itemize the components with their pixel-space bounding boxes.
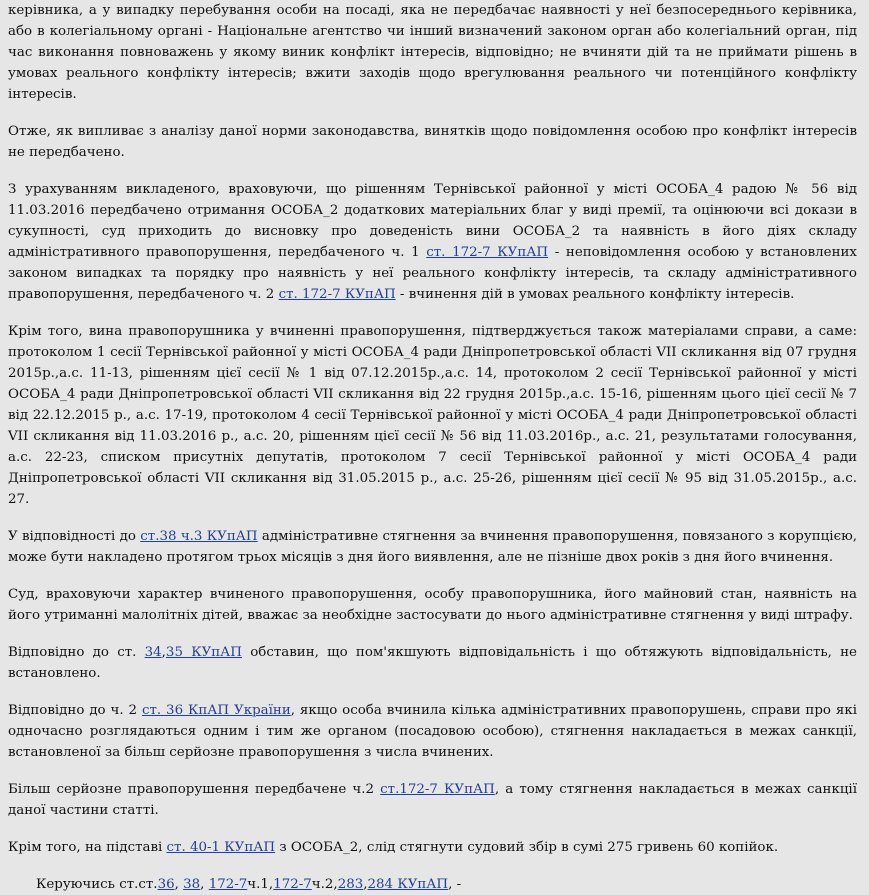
text-segment: У відповідності до <box>8 529 141 544</box>
text-segment: Більш серйозне правопорушення передбачене ч.2 <box>8 782 381 797</box>
paragraph-gap <box>8 684 857 700</box>
text-segment: Крім того, вина правопорушника у вчиненні правопорушення, підтверджується також матеріалами справи, а саме: протоколом 1 сесії Тернівської районної у місті ОСОБА_4 ради Дніпропетровської області VII скликання від 07 грудня 2015р.,а.с. 11-13, рішенням цієї сесії № 1 від 07.12.2015р.,а.с. 14, протоколом 2 сесії Тернівської районної у місті ОСОБА_4 ради Дніпропетровської області VII скликання від 22 грудня 2015р.,а.с. 15-16, рішенням цього цієї сесії № 7 від 22.12.2015 р., а.с. 17-19, протоколом 4 сесії Тернівської районної у місті ОСОБА_4 ради Дніпропетровської області VII скликання від 11.03.2016 р., а.с. 20, рішенням цієї сесії № 56 від 11.03.2016р., а.с. 21, результатами голосування, а.с. 22-23, списком присутніх депутатів, протоколом 7 сесії Тернівської районної у місті ОСОБА_4 ради Дніпропетровської області VII скликання від 31.05.2015 р., а.с. 25-26, рішенням цієї сесії № 95 від 31.05.2015р., а.с. 27. <box>8 324 857 507</box>
text-segment: Керуючись ст.ст. <box>36 877 158 892</box>
paragraph-p7 <box>8 700 857 763</box>
paragraph-gap <box>8 568 857 584</box>
law-link[interactable]: 284 КУпАП <box>367 877 449 892</box>
law-link[interactable]: 36 <box>157 877 175 892</box>
paragraph-gap <box>8 763 857 779</box>
paragraph-p10 <box>8 874 857 895</box>
law-link[interactable]: ст. 36 КпАП України <box>141 703 291 718</box>
law-link[interactable]: ст.38 ч.3 КУпАП <box>140 529 258 544</box>
paragraph-p8 <box>8 779 857 821</box>
paragraph-gap <box>8 510 857 526</box>
law-link[interactable]: 38 <box>183 877 201 892</box>
text-segment: , якщо особа вчинила кілька адміністративних правопорушень, справи про які одночасно розглядаються одним і тим же органом (посадовою особою), стягнення накладається в межах санкції, встановленої за більш серйозне правопорушення з числа вчинених. <box>8 703 857 760</box>
paragraph-p1 <box>8 121 857 163</box>
text-segment: З урахуванням викладеного, враховуючи, що рішенням Тернівської районної у місті ОСОБА_4 радою № 56 від 11.03.2016 передбачено отримання ОСОБА_2 додаткових матеріальних благ у виді премії, та оцінюючи всі докази в сукупності, суд приходить до висновку про доведеність вини ОСОБА_2 та наявність в його діях складу адміністративного правопорушення, передбаченого ч. 1 <box>8 182 857 260</box>
paragraph-gap <box>8 105 857 121</box>
paragraph-p2 <box>8 179 857 305</box>
law-link[interactable]: ст. 40-1 КУпАП <box>166 840 276 855</box>
paragraph-gap <box>8 626 857 642</box>
text-segment: - вчинення дій в умовах реального конфлікту інтересів. <box>395 287 795 302</box>
text-segment: Крім того, на підставі <box>8 840 167 855</box>
paragraph-gap <box>8 858 857 874</box>
paragraph-p6 <box>8 642 857 684</box>
text-segment: з ОСОБА_2, слід стягнути судовий збір в сумі 275 гривень 60 копійок. <box>275 840 779 855</box>
paragraph-p3 <box>8 321 857 510</box>
text-segment: адміністративне стягнення за вчинення правопорушення, повязаного з корупцією, може бути накладено протягом трьох місяців з дня його виявлення, але не пізніше двох років з дня його вчинення. <box>8 529 857 565</box>
law-link[interactable]: 283 <box>337 877 364 892</box>
paragraph-p0 <box>8 0 857 105</box>
text-segment: Суд, враховуючи характер вчиненого правопорушення, особу правопорушника, його майновий стан, наявність на його утриманні малолітніх дітей, вважає за необхідне застосувати до нього адміністративне стягнення у виді штрафу. <box>8 587 857 623</box>
paragraph-gap <box>8 305 857 321</box>
text-segment: , - <box>448 877 462 892</box>
text-segment: Отже, як випливає з аналізу даної норми законодавства, винятків щодо повідомлення особою про конфлікт інтересів не передбачено. <box>8 124 857 160</box>
text-segment: Відповідно до ч. 2 <box>8 703 142 718</box>
law-link[interactable]: ст. 172-7 КУпАП <box>278 287 396 302</box>
text-segment: - неповідомлення особою у встановлених законом випадках та порядку про наявність у неї реального конфлікту інтересів, та складу адміністративного правопорушення, передбаченого ч. 2 <box>8 245 857 302</box>
text-segment: , <box>363 877 368 892</box>
text-segment: ч.1, <box>247 877 274 892</box>
text-segment: , <box>161 645 166 660</box>
law-link[interactable]: 172-7 <box>208 877 248 892</box>
text-segment: Відповідно до ст. <box>8 645 145 660</box>
text-segment: , <box>200 877 209 892</box>
law-link[interactable]: ст. 172-7 КУпАП <box>426 245 549 260</box>
text-segment: обставин, що пом'якшують відповідальність і що обтяжують відповідальність, не встановлено. <box>8 645 857 681</box>
law-link[interactable]: 34 <box>144 645 162 660</box>
law-link[interactable]: ст.172-7 КУпАП <box>380 782 495 797</box>
paragraph-p4 <box>8 526 857 568</box>
paragraph-gap <box>8 163 857 179</box>
text-segment: керівника, а у випадку перебування особи на посаді, яка не передбачає наявності у неї безпосереднього керівника, або в колегіальному органі - Національне агентство чи інший визначений законом орган або колегіальний орган, під час виконання повноважень у якому виник конфлікт інтересів, відповідно; не вчиняти дій та не приймати рішень в умовах реального конфлікту інтересів; вжити заходів щодо врегулювання реального чи потенційного конфлікту інтересів. <box>8 3 857 102</box>
law-link[interactable]: 35 КУпАП <box>165 645 242 660</box>
paragraph-gap <box>8 821 857 837</box>
text-segment: , а тому стягнення накладається в межах санкції даної частини статті. <box>8 782 857 818</box>
paragraph-p9 <box>8 837 857 858</box>
text-segment: ч.2, <box>311 877 338 892</box>
law-link[interactable]: 172-7 <box>273 877 312 892</box>
paragraph-p5 <box>8 584 857 626</box>
text-segment: , <box>174 877 184 892</box>
